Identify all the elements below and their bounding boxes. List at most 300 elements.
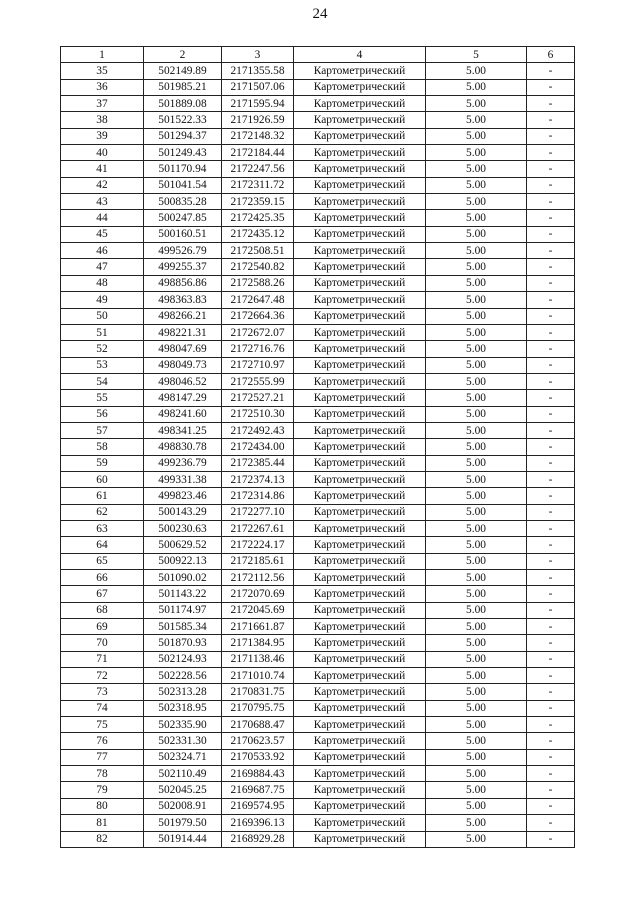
note-cell: - <box>527 210 575 226</box>
x-coordinate-cell: 500629.52 <box>144 537 222 553</box>
method-cell: Картометрический <box>294 161 426 177</box>
accuracy-cell: 5.00 <box>426 471 527 487</box>
note-cell: - <box>527 700 575 716</box>
x-coordinate-cell: 498856.86 <box>144 275 222 291</box>
x-coordinate-cell: 500143.29 <box>144 504 222 520</box>
point-number-cell: 72 <box>61 668 144 684</box>
table-row <box>61 194 575 210</box>
note-cell: - <box>527 537 575 553</box>
table-row <box>61 390 575 406</box>
note-cell: - <box>527 226 575 242</box>
point-number-cell: 50 <box>61 308 144 324</box>
note-cell: - <box>527 390 575 406</box>
table-row <box>61 749 575 765</box>
accuracy-cell: 5.00 <box>426 749 527 765</box>
accuracy-cell: 5.00 <box>426 292 527 308</box>
x-coordinate-cell: 499331.38 <box>144 471 222 487</box>
accuracy-cell: 5.00 <box>426 684 527 700</box>
accuracy-cell: 5.00 <box>426 798 527 814</box>
accuracy-cell: 5.00 <box>426 766 527 782</box>
point-number-cell: 45 <box>61 226 144 242</box>
table-row <box>61 520 575 536</box>
y-coordinate-cell: 2172359.15 <box>222 194 294 210</box>
method-cell: Картометрический <box>294 406 426 422</box>
method-cell: Картометрический <box>294 717 426 733</box>
point-number-cell: 49 <box>61 292 144 308</box>
column-header: 5 <box>426 47 527 63</box>
x-coordinate-cell: 502313.28 <box>144 684 222 700</box>
accuracy-cell: 5.00 <box>426 259 527 275</box>
table-row <box>61 79 575 95</box>
x-coordinate-cell: 500247.85 <box>144 210 222 226</box>
note-cell: - <box>527 471 575 487</box>
table-row <box>61 733 575 749</box>
accuracy-cell: 5.00 <box>426 161 527 177</box>
table-row <box>61 553 575 569</box>
method-cell: Картометрический <box>294 128 426 144</box>
accuracy-cell: 5.00 <box>426 177 527 193</box>
accuracy-cell: 5.00 <box>426 128 527 144</box>
table-row <box>61 766 575 782</box>
y-coordinate-cell: 2170688.47 <box>222 717 294 733</box>
point-number-cell: 61 <box>61 488 144 504</box>
y-coordinate-cell: 2170795.75 <box>222 700 294 716</box>
point-number-cell: 67 <box>61 586 144 602</box>
method-cell: Картометрический <box>294 537 426 553</box>
x-coordinate-cell: 501041.54 <box>144 177 222 193</box>
accuracy-cell: 5.00 <box>426 226 527 242</box>
method-cell: Картометрический <box>294 766 426 782</box>
note-cell: - <box>527 145 575 161</box>
y-coordinate-cell: 2171355.58 <box>222 63 294 79</box>
point-number-cell: 54 <box>61 373 144 389</box>
y-coordinate-cell: 2172434.00 <box>222 439 294 455</box>
note-cell: - <box>527 488 575 504</box>
table-row <box>61 112 575 128</box>
method-cell: Картометрический <box>294 112 426 128</box>
accuracy-cell: 5.00 <box>426 815 527 831</box>
accuracy-cell: 5.00 <box>426 357 527 373</box>
x-coordinate-cell: 499255.37 <box>144 259 222 275</box>
y-coordinate-cell: 2172112.56 <box>222 570 294 586</box>
x-coordinate-cell: 502149.89 <box>144 63 222 79</box>
table-row <box>61 471 575 487</box>
accuracy-cell: 5.00 <box>426 210 527 226</box>
note-cell: - <box>527 79 575 95</box>
y-coordinate-cell: 2169574.95 <box>222 798 294 814</box>
y-coordinate-cell: 2172277.10 <box>222 504 294 520</box>
note-cell: - <box>527 619 575 635</box>
point-number-cell: 41 <box>61 161 144 177</box>
accuracy-cell: 5.00 <box>426 537 527 553</box>
x-coordinate-cell: 499526.79 <box>144 243 222 259</box>
point-number-cell: 64 <box>61 537 144 553</box>
method-cell: Картометрический <box>294 341 426 357</box>
table-row <box>61 161 575 177</box>
y-coordinate-cell: 2172508.51 <box>222 243 294 259</box>
y-coordinate-cell: 2171507.06 <box>222 79 294 95</box>
x-coordinate-cell: 498363.83 <box>144 292 222 308</box>
x-coordinate-cell: 501170.94 <box>144 161 222 177</box>
y-coordinate-cell: 2172425.35 <box>222 210 294 226</box>
table-row <box>61 455 575 471</box>
note-cell: - <box>527 112 575 128</box>
accuracy-cell: 5.00 <box>426 651 527 667</box>
point-number-cell: 81 <box>61 815 144 831</box>
point-number-cell: 36 <box>61 79 144 95</box>
x-coordinate-cell: 498047.69 <box>144 341 222 357</box>
point-number-cell: 78 <box>61 766 144 782</box>
table-row <box>61 439 575 455</box>
accuracy-cell: 5.00 <box>426 455 527 471</box>
point-number-cell: 40 <box>61 145 144 161</box>
point-number-cell: 39 <box>61 128 144 144</box>
point-number-cell: 58 <box>61 439 144 455</box>
x-coordinate-cell: 502335.90 <box>144 717 222 733</box>
accuracy-cell: 5.00 <box>426 668 527 684</box>
note-cell: - <box>527 177 575 193</box>
method-cell: Картометрический <box>294 798 426 814</box>
accuracy-cell: 5.00 <box>426 341 527 357</box>
table-row <box>61 96 575 112</box>
table-body <box>61 63 575 848</box>
method-cell: Картометрический <box>294 651 426 667</box>
table-row <box>61 537 575 553</box>
point-number-cell: 73 <box>61 684 144 700</box>
accuracy-cell: 5.00 <box>426 194 527 210</box>
point-number-cell: 55 <box>61 390 144 406</box>
accuracy-cell: 5.00 <box>426 553 527 569</box>
method-cell: Картометрический <box>294 308 426 324</box>
x-coordinate-cell: 498241.60 <box>144 406 222 422</box>
x-coordinate-cell: 498830.78 <box>144 439 222 455</box>
y-coordinate-cell: 2168929.28 <box>222 831 294 847</box>
table-row <box>61 619 575 635</box>
note-cell: - <box>527 651 575 667</box>
x-coordinate-cell: 501174.97 <box>144 602 222 618</box>
accuracy-cell: 5.00 <box>426 700 527 716</box>
note-cell: - <box>527 63 575 79</box>
point-number-cell: 65 <box>61 553 144 569</box>
x-coordinate-cell: 501249.43 <box>144 145 222 161</box>
y-coordinate-cell: 2172435.12 <box>222 226 294 242</box>
note-cell: - <box>527 766 575 782</box>
point-number-cell: 56 <box>61 406 144 422</box>
x-coordinate-cell: 501985.21 <box>144 79 222 95</box>
point-number-cell: 46 <box>61 243 144 259</box>
table-row <box>61 63 575 79</box>
note-cell: - <box>527 520 575 536</box>
method-cell: Картометрический <box>294 635 426 651</box>
point-number-cell: 71 <box>61 651 144 667</box>
table-row <box>61 717 575 733</box>
y-coordinate-cell: 2172710.97 <box>222 357 294 373</box>
point-number-cell: 77 <box>61 749 144 765</box>
page-number: 24 <box>312 6 328 22</box>
table-row <box>61 488 575 504</box>
method-cell: Картометрический <box>294 684 426 700</box>
x-coordinate-cell: 498221.31 <box>144 324 222 340</box>
note-cell: - <box>527 161 575 177</box>
y-coordinate-cell: 2171384.95 <box>222 635 294 651</box>
method-cell: Картометрический <box>294 292 426 308</box>
y-coordinate-cell: 2172716.76 <box>222 341 294 357</box>
point-number-cell: 79 <box>61 782 144 798</box>
table-row <box>61 292 575 308</box>
note-cell: - <box>527 422 575 438</box>
accuracy-cell: 5.00 <box>426 717 527 733</box>
note-cell: - <box>527 406 575 422</box>
method-cell: Картометрический <box>294 390 426 406</box>
y-coordinate-cell: 2172070.69 <box>222 586 294 602</box>
point-number-cell: 44 <box>61 210 144 226</box>
method-cell: Картометрический <box>294 357 426 373</box>
y-coordinate-cell: 2172224.17 <box>222 537 294 553</box>
method-cell: Картометрический <box>294 520 426 536</box>
x-coordinate-cell: 500230.63 <box>144 520 222 536</box>
method-cell: Картометрический <box>294 96 426 112</box>
note-cell: - <box>527 341 575 357</box>
table-row <box>61 815 575 831</box>
note-cell: - <box>527 717 575 733</box>
method-cell: Картометрический <box>294 422 426 438</box>
accuracy-cell: 5.00 <box>426 308 527 324</box>
point-number-cell: 52 <box>61 341 144 357</box>
table-row <box>61 651 575 667</box>
note-cell: - <box>527 602 575 618</box>
table-row <box>61 782 575 798</box>
point-number-cell: 43 <box>61 194 144 210</box>
column-header: 1 <box>61 47 144 63</box>
y-coordinate-cell: 2172311.72 <box>222 177 294 193</box>
accuracy-cell: 5.00 <box>426 324 527 340</box>
point-number-cell: 68 <box>61 602 144 618</box>
point-number-cell: 66 <box>61 570 144 586</box>
note-cell: - <box>527 831 575 847</box>
x-coordinate-cell: 501914.44 <box>144 831 222 847</box>
method-cell: Картометрический <box>294 243 426 259</box>
x-coordinate-cell: 500922.13 <box>144 553 222 569</box>
table-row <box>61 177 575 193</box>
note-cell: - <box>527 504 575 520</box>
note-cell: - <box>527 308 575 324</box>
accuracy-cell: 5.00 <box>426 733 527 749</box>
table-header-row <box>61 47 575 63</box>
method-cell: Картометрический <box>294 668 426 684</box>
x-coordinate-cell: 499823.46 <box>144 488 222 504</box>
method-cell: Картометрический <box>294 210 426 226</box>
point-number-cell: 75 <box>61 717 144 733</box>
method-cell: Картометрический <box>294 815 426 831</box>
table-row <box>61 373 575 389</box>
note-cell: - <box>527 733 575 749</box>
table-row <box>61 602 575 618</box>
method-cell: Картометрический <box>294 177 426 193</box>
table-row <box>61 684 575 700</box>
accuracy-cell: 5.00 <box>426 520 527 536</box>
method-cell: Картометрический <box>294 570 426 586</box>
y-coordinate-cell: 2171926.59 <box>222 112 294 128</box>
x-coordinate-cell: 502045.25 <box>144 782 222 798</box>
y-coordinate-cell: 2169884.43 <box>222 766 294 782</box>
y-coordinate-cell: 2170623.57 <box>222 733 294 749</box>
x-coordinate-cell: 502124.93 <box>144 651 222 667</box>
table-row <box>61 308 575 324</box>
x-coordinate-cell: 499236.79 <box>144 455 222 471</box>
y-coordinate-cell: 2172664.36 <box>222 308 294 324</box>
point-number-cell: 57 <box>61 422 144 438</box>
y-coordinate-cell: 2171661.87 <box>222 619 294 635</box>
note-cell: - <box>527 275 575 291</box>
accuracy-cell: 5.00 <box>426 504 527 520</box>
y-coordinate-cell: 2170831.75 <box>222 684 294 700</box>
accuracy-cell: 5.00 <box>426 243 527 259</box>
x-coordinate-cell: 500835.28 <box>144 194 222 210</box>
method-cell: Картометрический <box>294 733 426 749</box>
accuracy-cell: 5.00 <box>426 275 527 291</box>
table-row <box>61 668 575 684</box>
y-coordinate-cell: 2169687.75 <box>222 782 294 798</box>
column-header: 3 <box>222 47 294 63</box>
note-cell: - <box>527 292 575 308</box>
y-coordinate-cell: 2172385.44 <box>222 455 294 471</box>
method-cell: Картометрический <box>294 373 426 389</box>
accuracy-cell: 5.00 <box>426 112 527 128</box>
x-coordinate-cell: 502331.30 <box>144 733 222 749</box>
x-coordinate-cell: 498049.73 <box>144 357 222 373</box>
note-cell: - <box>527 798 575 814</box>
method-cell: Картометрический <box>294 782 426 798</box>
accuracy-cell: 5.00 <box>426 635 527 651</box>
point-number-cell: 59 <box>61 455 144 471</box>
note-cell: - <box>527 635 575 651</box>
table-row <box>61 700 575 716</box>
table-row <box>61 357 575 373</box>
y-coordinate-cell: 2172492.43 <box>222 422 294 438</box>
method-cell: Картометрический <box>294 63 426 79</box>
x-coordinate-cell: 501143.22 <box>144 586 222 602</box>
table-row <box>61 635 575 651</box>
table-row <box>61 406 575 422</box>
point-number-cell: 63 <box>61 520 144 536</box>
note-cell: - <box>527 373 575 389</box>
coordinates-table <box>60 46 575 848</box>
table-row <box>61 570 575 586</box>
table-row <box>61 341 575 357</box>
x-coordinate-cell: 501294.37 <box>144 128 222 144</box>
x-coordinate-cell: 502318.95 <box>144 700 222 716</box>
point-number-cell: 42 <box>61 177 144 193</box>
x-coordinate-cell: 498266.21 <box>144 308 222 324</box>
table-row <box>61 128 575 144</box>
x-coordinate-cell: 501585.34 <box>144 619 222 635</box>
method-cell: Картометрический <box>294 488 426 504</box>
y-coordinate-cell: 2172555.99 <box>222 373 294 389</box>
x-coordinate-cell: 502008.91 <box>144 798 222 814</box>
x-coordinate-cell: 500160.51 <box>144 226 222 242</box>
method-cell: Картометрический <box>294 619 426 635</box>
y-coordinate-cell: 2172374.13 <box>222 471 294 487</box>
point-number-cell: 76 <box>61 733 144 749</box>
point-number-cell: 62 <box>61 504 144 520</box>
y-coordinate-cell: 2172267.61 <box>222 520 294 536</box>
table-row <box>61 831 575 847</box>
accuracy-cell: 5.00 <box>426 373 527 389</box>
note-cell: - <box>527 128 575 144</box>
y-coordinate-cell: 2172045.69 <box>222 602 294 618</box>
accuracy-cell: 5.00 <box>426 390 527 406</box>
note-cell: - <box>527 815 575 831</box>
y-coordinate-cell: 2172672.07 <box>222 324 294 340</box>
method-cell: Картометрический <box>294 504 426 520</box>
point-number-cell: 80 <box>61 798 144 814</box>
accuracy-cell: 5.00 <box>426 602 527 618</box>
method-cell: Картометрический <box>294 586 426 602</box>
note-cell: - <box>527 357 575 373</box>
y-coordinate-cell: 2172540.82 <box>222 259 294 275</box>
y-coordinate-cell: 2172314.86 <box>222 488 294 504</box>
note-cell: - <box>527 782 575 798</box>
point-number-cell: 82 <box>61 831 144 847</box>
accuracy-cell: 5.00 <box>426 145 527 161</box>
method-cell: Картометрический <box>294 439 426 455</box>
table-row <box>61 210 575 226</box>
table-row <box>61 145 575 161</box>
note-cell: - <box>527 96 575 112</box>
method-cell: Картометрический <box>294 275 426 291</box>
table-row <box>61 324 575 340</box>
point-number-cell: 51 <box>61 324 144 340</box>
x-coordinate-cell: 498341.25 <box>144 422 222 438</box>
table-row <box>61 226 575 242</box>
method-cell: Картометрический <box>294 194 426 210</box>
point-number-cell: 38 <box>61 112 144 128</box>
method-cell: Картометрический <box>294 602 426 618</box>
note-cell: - <box>527 194 575 210</box>
y-coordinate-cell: 2171595.94 <box>222 96 294 112</box>
note-cell: - <box>527 684 575 700</box>
method-cell: Картометрический <box>294 455 426 471</box>
y-coordinate-cell: 2172647.48 <box>222 292 294 308</box>
x-coordinate-cell: 502324.71 <box>144 749 222 765</box>
y-coordinate-cell: 2172588.26 <box>222 275 294 291</box>
accuracy-cell: 5.00 <box>426 619 527 635</box>
x-coordinate-cell: 501979.50 <box>144 815 222 831</box>
accuracy-cell: 5.00 <box>426 406 527 422</box>
point-number-cell: 60 <box>61 471 144 487</box>
method-cell: Картометрический <box>294 471 426 487</box>
table-row <box>61 422 575 438</box>
accuracy-cell: 5.00 <box>426 79 527 95</box>
point-number-cell: 48 <box>61 275 144 291</box>
y-coordinate-cell: 2170533.92 <box>222 749 294 765</box>
table-row <box>61 586 575 602</box>
table-row <box>61 504 575 520</box>
point-number-cell: 53 <box>61 357 144 373</box>
y-coordinate-cell: 2172148.32 <box>222 128 294 144</box>
note-cell: - <box>527 259 575 275</box>
x-coordinate-cell: 501090.02 <box>144 570 222 586</box>
method-cell: Картометрический <box>294 831 426 847</box>
point-number-cell: 74 <box>61 700 144 716</box>
note-cell: - <box>527 243 575 259</box>
table-row <box>61 275 575 291</box>
note-cell: - <box>527 749 575 765</box>
point-number-cell: 35 <box>61 63 144 79</box>
point-number-cell: 37 <box>61 96 144 112</box>
method-cell: Картометрический <box>294 749 426 765</box>
y-coordinate-cell: 2171138.46 <box>222 651 294 667</box>
